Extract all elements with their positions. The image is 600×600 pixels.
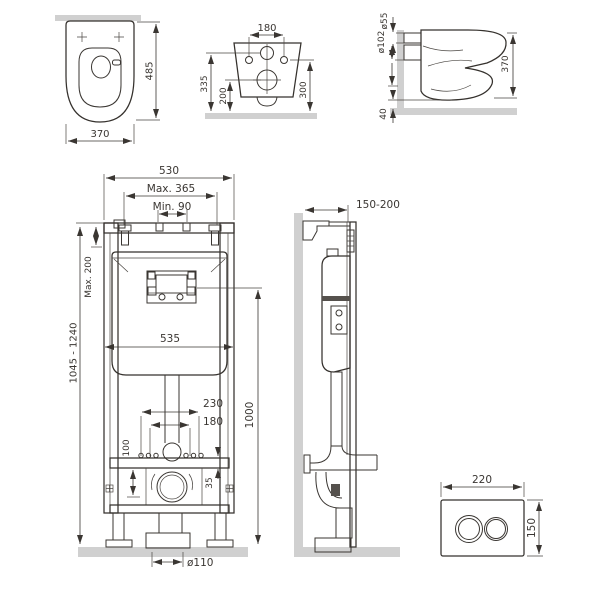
wall-surface: [294, 213, 303, 547]
bowl-opening: [92, 56, 111, 78]
toilet-side-view: [377, 13, 517, 123]
drain-socket-inner: [160, 475, 184, 499]
dim-150-200: [305, 199, 400, 222]
dim-depth-range-label: 150-200: [356, 199, 400, 211]
rail-tab-left: [156, 223, 163, 231]
dim-min-90: [153, 201, 192, 222]
right-leg: [215, 513, 226, 540]
inlet-stub: [404, 33, 421, 43]
frame-front-view: [69, 165, 263, 569]
fixing-hole-left: [246, 57, 253, 64]
dim-300-label: 300: [299, 81, 309, 99]
left-foot: [106, 540, 132, 547]
drain-collar: [146, 533, 190, 548]
wall-surface: [397, 30, 404, 108]
rail-tab-right: [183, 223, 190, 231]
dim-max365-label: Max. 365: [146, 183, 196, 195]
flush-button-large: [456, 516, 483, 543]
wall-flange: [304, 455, 310, 473]
valve-detail: [331, 484, 340, 496]
cistern-band: [322, 296, 350, 301]
dim-max-200: [84, 227, 102, 298]
profile-detail-lines: [423, 46, 472, 91]
dim-180-rear-label: 180: [257, 23, 277, 34]
toilet-top-view: [55, 15, 160, 144]
seat-hinge: [113, 60, 121, 65]
dim-40-label: 40: [379, 108, 389, 120]
dim-535: [105, 333, 233, 347]
lower-crossbar: [110, 505, 229, 513]
terminal-screws: [139, 453, 203, 457]
left-leg: [113, 513, 124, 540]
upper-crossbar: [110, 458, 229, 468]
right-foot: [207, 540, 233, 547]
drain-socket: [157, 472, 187, 502]
dim-370: [66, 124, 134, 144]
dim-530-label: 530: [158, 165, 180, 177]
dim-180-frame: [150, 416, 223, 456]
dim-370-label: 370: [90, 129, 110, 140]
flush-plate-view: [441, 474, 543, 556]
flush-access-box: [147, 271, 196, 303]
dim-370-side-label: 370: [501, 55, 511, 73]
dim-1000-label: 1000: [244, 401, 256, 429]
dim-o110-label: ø110: [187, 557, 214, 569]
wall-surface: [55, 15, 141, 21]
dim-335-label: 335: [200, 75, 210, 93]
floor-surface: [390, 108, 517, 115]
trap-bend: [257, 97, 277, 106]
dim-220: [441, 474, 524, 497]
dim-min90-label: Min. 90: [152, 201, 192, 213]
cistern-cap: [327, 249, 338, 256]
dim-485: [136, 22, 160, 120]
wall-bracket: [303, 221, 329, 240]
toilet-rear-view: [200, 23, 317, 119]
cistern: [112, 252, 227, 375]
fixing-cross-marks: [77, 32, 124, 42]
dim-150-label: 150: [526, 517, 538, 539]
dim-300: [290, 60, 314, 111]
outlet-bend: [310, 446, 377, 470]
dim-150: [526, 500, 543, 556]
dim-40: [379, 92, 452, 123]
dim-35-label: 35: [205, 477, 215, 489]
dim-200-rear-label: 200: [219, 87, 229, 105]
dim-height-range-label: 1045 - 1240: [68, 322, 80, 384]
fixing-hole-right: [281, 57, 288, 64]
centerlines: [253, 44, 281, 94]
dim-230-label: 230: [203, 398, 224, 410]
dim-180-frame-label: 180: [203, 416, 224, 428]
outlet-stub: [404, 45, 421, 60]
frame-upright-profile: [350, 222, 356, 547]
left-upright: [104, 223, 118, 513]
dim-180-rear: [249, 23, 284, 56]
drain-pipe: [159, 513, 182, 533]
hanger-studs: [119, 225, 221, 245]
dim-220-label: 220: [471, 474, 493, 486]
dim-o102-label: ø102: [377, 30, 387, 54]
dim-100-label: 100: [122, 439, 132, 457]
frame-side-view: [294, 199, 400, 557]
dim-485-label: 485: [144, 61, 156, 81]
dim-max200-label: Max. 200: [84, 256, 94, 298]
dim-535-label: 535: [159, 333, 181, 345]
dim-o55-label: ø55: [380, 12, 390, 30]
flush-button-small: [485, 518, 508, 541]
flush-pipe: [165, 375, 179, 443]
flush-pipe-profile: [331, 372, 342, 446]
floor-surface: [205, 113, 317, 119]
